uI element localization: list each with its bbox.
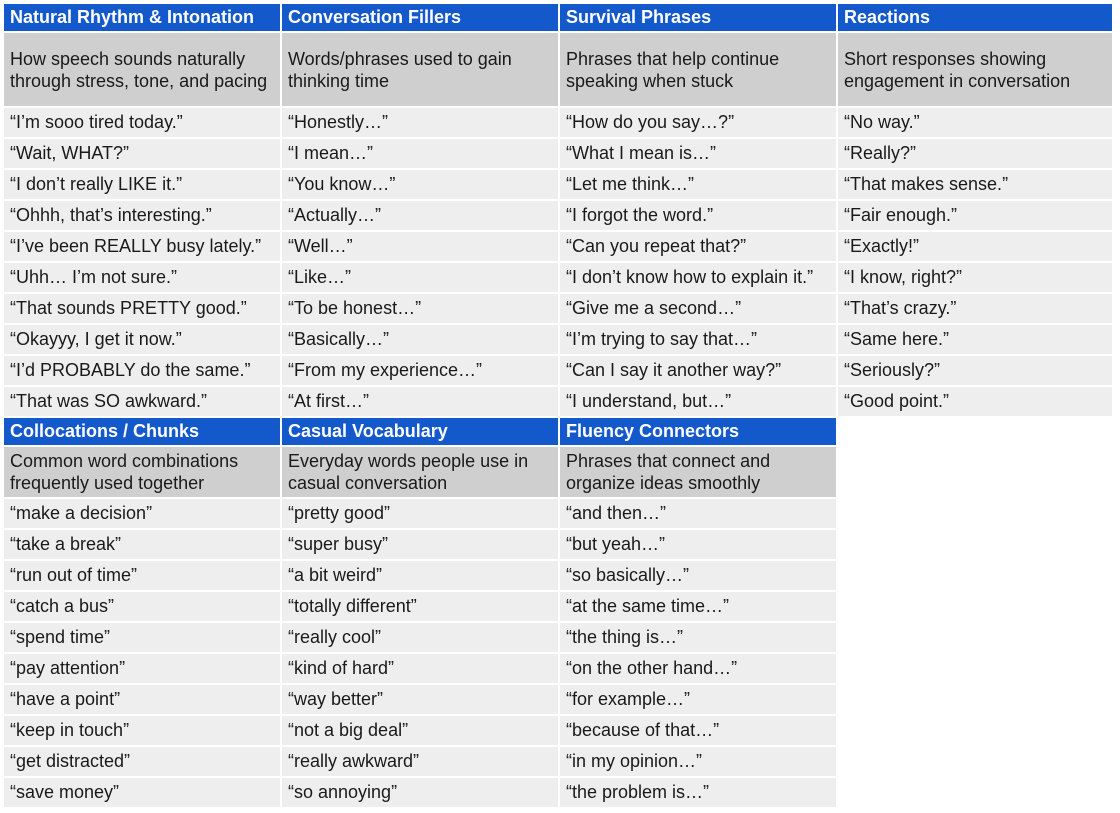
phrase-cell: “I understand, but…”: [560, 387, 838, 418]
phrase-cell: “so basically…”: [560, 561, 838, 592]
phrase-cell: “because of that…”: [560, 716, 838, 747]
phrase-cell: “run out of time”: [4, 561, 282, 592]
column-header: Casual Vocabulary: [282, 418, 560, 447]
phrase-cell: “Honestly…”: [282, 108, 560, 139]
phrase-cell: “at the same time…”: [560, 592, 838, 623]
column-description: Short responses showing engagement in conversation: [838, 33, 1114, 108]
phrase-cell: “Can you repeat that?”: [560, 232, 838, 263]
column-description: Everyday words people use in casual conversation: [282, 447, 560, 499]
empty-cell: [838, 654, 1114, 685]
column-header: Fluency Connectors: [560, 418, 838, 447]
phrase-cell: “No way.”: [838, 108, 1114, 139]
phrase-cell: “Fair enough.”: [838, 201, 1114, 232]
phrase-cell: “make a decision”: [4, 499, 282, 530]
column-header: Reactions: [838, 4, 1114, 33]
empty-cell: [838, 418, 1114, 447]
phrase-cell: “That sounds PRETTY good.”: [4, 294, 282, 325]
phrase-cell: “Can I say it another way?”: [560, 356, 838, 387]
phrase-cell: “take a break”: [4, 530, 282, 561]
column-description: Words/phrases used to gain thinking time: [282, 33, 560, 108]
column-header: Natural Rhythm & Intonation: [4, 4, 282, 33]
phrase-cell: “To be honest…”: [282, 294, 560, 325]
empty-cell: [838, 561, 1114, 592]
phrase-cell: “Well…”: [282, 232, 560, 263]
phrase-cell: “I’ve been REALLY busy lately.”: [4, 232, 282, 263]
phrase-cell: “keep in touch”: [4, 716, 282, 747]
empty-cell: [838, 685, 1114, 716]
phrase-cell: “way better”: [282, 685, 560, 716]
phrase-cell: “pay attention”: [4, 654, 282, 685]
column-description: Phrases that connect and organize ideas smoothly: [560, 447, 838, 499]
phrase-cell: “What I mean is…”: [560, 139, 838, 170]
phrase-cell: “Uhh… I’m not sure.”: [4, 263, 282, 294]
empty-cell: [838, 716, 1114, 747]
column-description: Phrases that help continue speaking when stuck: [560, 33, 838, 108]
column-description: Common word combinations frequently used together: [4, 447, 282, 499]
phrase-cell: “I don’t know how to explain it.”: [560, 263, 838, 294]
phrase-cell: “Like…”: [282, 263, 560, 294]
column-header: Survival Phrases: [560, 4, 838, 33]
phrase-cell: “Seriously?”: [838, 356, 1114, 387]
phrase-cell: “catch a bus”: [4, 592, 282, 623]
phrase-cell: “You know…”: [282, 170, 560, 201]
empty-cell: [838, 623, 1114, 654]
phrase-cell: “super busy”: [282, 530, 560, 561]
empty-cell: [838, 530, 1114, 561]
phrase-cell: “and then…”: [560, 499, 838, 530]
phrase-cell: “Actually…”: [282, 201, 560, 232]
phrase-cell: “How do you say…?”: [560, 108, 838, 139]
empty-cell: [838, 447, 1114, 499]
phrase-cell: “I mean…”: [282, 139, 560, 170]
phrase-cell: “spend time”: [4, 623, 282, 654]
phrase-cell: “Basically…”: [282, 325, 560, 356]
empty-cell: [838, 747, 1114, 778]
phrase-cell: “I’m trying to say that…”: [560, 325, 838, 356]
phrase-cell: “Okayyy, I get it now.”: [4, 325, 282, 356]
phrase-cell: “That was SO awkward.”: [4, 387, 282, 418]
phrase-cell: “I’d PROBABLY do the same.”: [4, 356, 282, 387]
phrase-cell: “get distracted”: [4, 747, 282, 778]
phrase-cell: “a bit weird”: [282, 561, 560, 592]
phrase-cell: “save money”: [4, 778, 282, 809]
phrase-cell: “totally different”: [282, 592, 560, 623]
phrase-cell: “Really?”: [838, 139, 1114, 170]
phrase-cell: “Wait, WHAT?”: [4, 139, 282, 170]
phrase-cell: “really cool”: [282, 623, 560, 654]
phrase-cell: “on the other hand…”: [560, 654, 838, 685]
phrase-cell: “Let me think…”: [560, 170, 838, 201]
phrase-cell: “have a point”: [4, 685, 282, 716]
phrase-cell: “I know, right?”: [838, 263, 1114, 294]
table-section: [4, 418, 1114, 809]
phrase-cell: “Exactly!”: [838, 232, 1114, 263]
phrase-cell: “I don’t really LIKE it.”: [4, 170, 282, 201]
empty-cell: [838, 499, 1114, 530]
phrase-cell: “so annoying”: [282, 778, 560, 809]
phrase-cell: “but yeah…”: [560, 530, 838, 561]
phrase-cell: “That’s crazy.”: [838, 294, 1114, 325]
phrase-cell: “I forgot the word.”: [560, 201, 838, 232]
phrase-cell: “Good point.”: [838, 387, 1114, 418]
phrase-table: [4, 4, 1114, 809]
phrase-cell: “I’m sooo tired today.”: [4, 108, 282, 139]
phrase-cell: “pretty good”: [282, 499, 560, 530]
phrase-cell: “for example…”: [560, 685, 838, 716]
column-header: Conversation Fillers: [282, 4, 560, 33]
phrase-cell: “That makes sense.”: [838, 170, 1114, 201]
phrase-cell: “kind of hard”: [282, 654, 560, 685]
phrase-cell: “At first…”: [282, 387, 560, 418]
phrase-cell: “From my experience…”: [282, 356, 560, 387]
empty-cell: [838, 778, 1114, 809]
phrase-cell: “the problem is…”: [560, 778, 838, 809]
column-description: How speech sounds naturally through stress, tone, and pacing: [4, 33, 282, 108]
phrase-cell: “Give me a second…”: [560, 294, 838, 325]
phrase-cell: “in my opinion…”: [560, 747, 838, 778]
table-section: [4, 4, 1114, 418]
phrase-cell: “Ohhh, that’s interesting.”: [4, 201, 282, 232]
empty-cell: [838, 592, 1114, 623]
phrase-cell: “Same here.”: [838, 325, 1114, 356]
column-header: Collocations / Chunks: [4, 418, 282, 447]
phrase-cell: “the thing is…”: [560, 623, 838, 654]
phrase-cell: “really awkward”: [282, 747, 560, 778]
phrase-cell: “not a big deal”: [282, 716, 560, 747]
